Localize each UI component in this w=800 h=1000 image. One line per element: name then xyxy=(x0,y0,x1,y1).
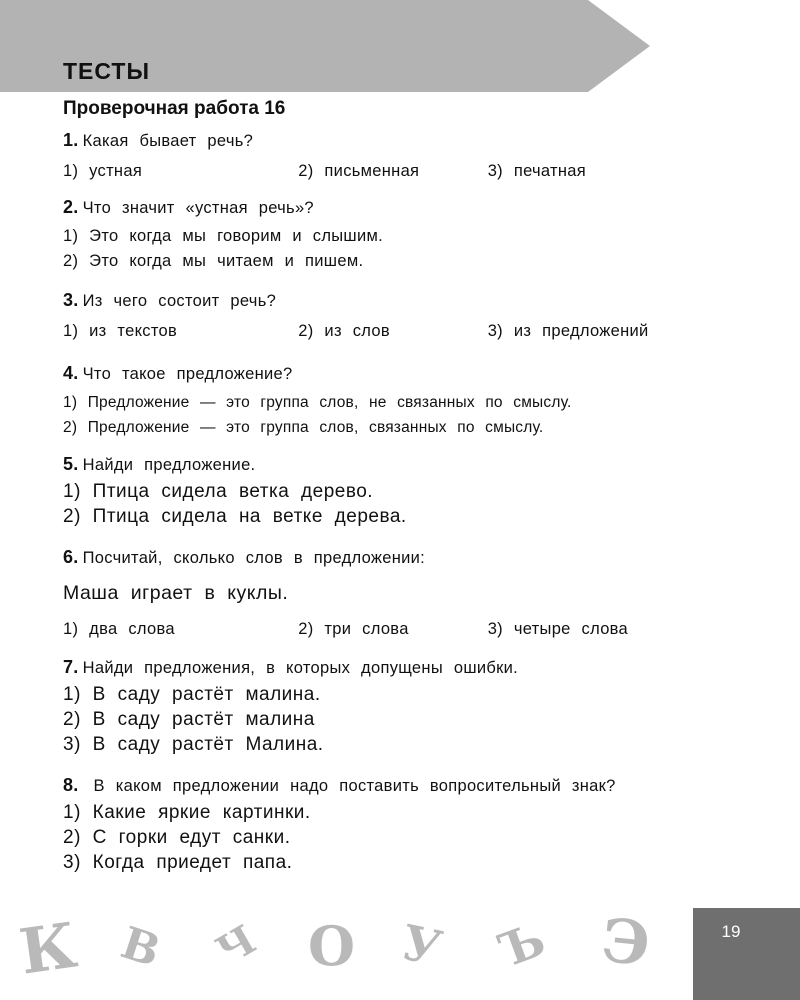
answer-option[interactable]: 2) Птица сидела на ветке дерева. xyxy=(63,506,407,527)
decorative-alphabet-border xyxy=(10,900,690,1000)
answer-options xyxy=(63,224,723,274)
question-3 xyxy=(63,288,723,343)
answer-option[interactable]: 1) Предложение — это группа слов, не связанных по смыслу. xyxy=(63,394,572,411)
answer-option[interactable]: 2) три слова xyxy=(298,620,409,638)
question-number: 4. xyxy=(63,363,79,383)
question-number: 8. xyxy=(63,775,79,795)
answer-option[interactable]: 3) В саду растёт Малина. xyxy=(63,734,324,755)
question-6 xyxy=(63,545,723,641)
question-text: В каком предложении надо поставить вопросительный знак? xyxy=(93,777,616,795)
example-sentence: Маша играет в куклы. xyxy=(63,582,289,604)
question-number: 6. xyxy=(63,547,79,567)
answer-options xyxy=(63,682,723,757)
answer-options xyxy=(63,319,723,343)
question-2 xyxy=(63,195,723,274)
question-4 xyxy=(63,361,723,440)
answer-option[interactable]: 2) письменная xyxy=(298,162,420,180)
answer-options xyxy=(63,479,723,529)
answer-option[interactable]: 2) Это когда мы читаем и пишем. xyxy=(63,252,364,270)
answer-options xyxy=(63,390,723,440)
question-8 xyxy=(63,773,723,875)
answer-option[interactable]: 2) Предложение — это группа слов, связанных по смыслу. xyxy=(63,419,544,436)
answer-options xyxy=(63,159,723,183)
work-title: Проверочная работа 16 xyxy=(63,98,286,119)
decorative-letter: Ъ xyxy=(492,912,552,978)
answer-option[interactable]: 3) четыре слова xyxy=(487,620,629,638)
answer-option[interactable]: 1) В саду растёт малина. xyxy=(63,684,321,705)
question-text: Посчитай, сколько слов в предложении: xyxy=(82,549,426,567)
question-text: Что такое предложение? xyxy=(82,365,293,383)
question-text: Найди предложения, в которых допущены ошибки. xyxy=(82,659,519,677)
section-title: ТЕСТЫ xyxy=(63,58,150,84)
page-number: 19 xyxy=(721,922,741,941)
decorative-letter: Ч xyxy=(208,916,264,975)
question-number: 2. xyxy=(63,197,79,217)
decorative-letter: У xyxy=(396,914,447,978)
page-number-box xyxy=(693,908,800,1000)
question-number: 1. xyxy=(63,130,79,150)
answer-options xyxy=(63,800,723,875)
answer-option[interactable]: 1) два слова xyxy=(63,620,175,638)
question-number: 3. xyxy=(63,290,79,310)
question-text: Найди предложение. xyxy=(82,456,256,474)
answer-option[interactable]: 2) В саду растёт малина xyxy=(63,709,315,730)
test-content xyxy=(63,128,723,875)
answer-option[interactable]: 1) Это когда мы говорим и слышим. xyxy=(63,227,384,245)
decorative-letter: Э xyxy=(598,905,654,981)
question-7 xyxy=(63,655,723,757)
question-text: Из чего состоит речь? xyxy=(82,292,277,310)
answer-option[interactable]: 1) Птица сидела ветка дерево. xyxy=(63,481,374,502)
answer-option[interactable]: 1) Какие яркие картинки. xyxy=(63,802,311,823)
answer-option[interactable]: 3) из предложений xyxy=(487,322,649,340)
answer-option[interactable]: 3) Когда приедет папа. xyxy=(63,852,293,873)
question-number: 7. xyxy=(63,657,79,677)
answer-option[interactable]: 1) из текстов xyxy=(63,322,178,340)
question-text: Что значит «устная речь»? xyxy=(82,199,314,217)
answer-option[interactable]: 3) печатная xyxy=(487,162,587,180)
question-5 xyxy=(63,452,723,529)
answer-option[interactable]: 2) из слов xyxy=(298,322,390,340)
answer-option[interactable]: 2) С горки едут санки. xyxy=(63,827,291,848)
decorative-letter: В xyxy=(115,917,167,978)
decorative-letter: К xyxy=(15,908,82,989)
decorative-letter: О xyxy=(308,914,356,978)
answer-options xyxy=(63,617,723,641)
answer-option[interactable]: 1) устная xyxy=(63,162,143,180)
question-number: 5. xyxy=(63,454,79,474)
question-text: Какая бывает речь? xyxy=(82,132,254,150)
question-1 xyxy=(63,128,723,183)
